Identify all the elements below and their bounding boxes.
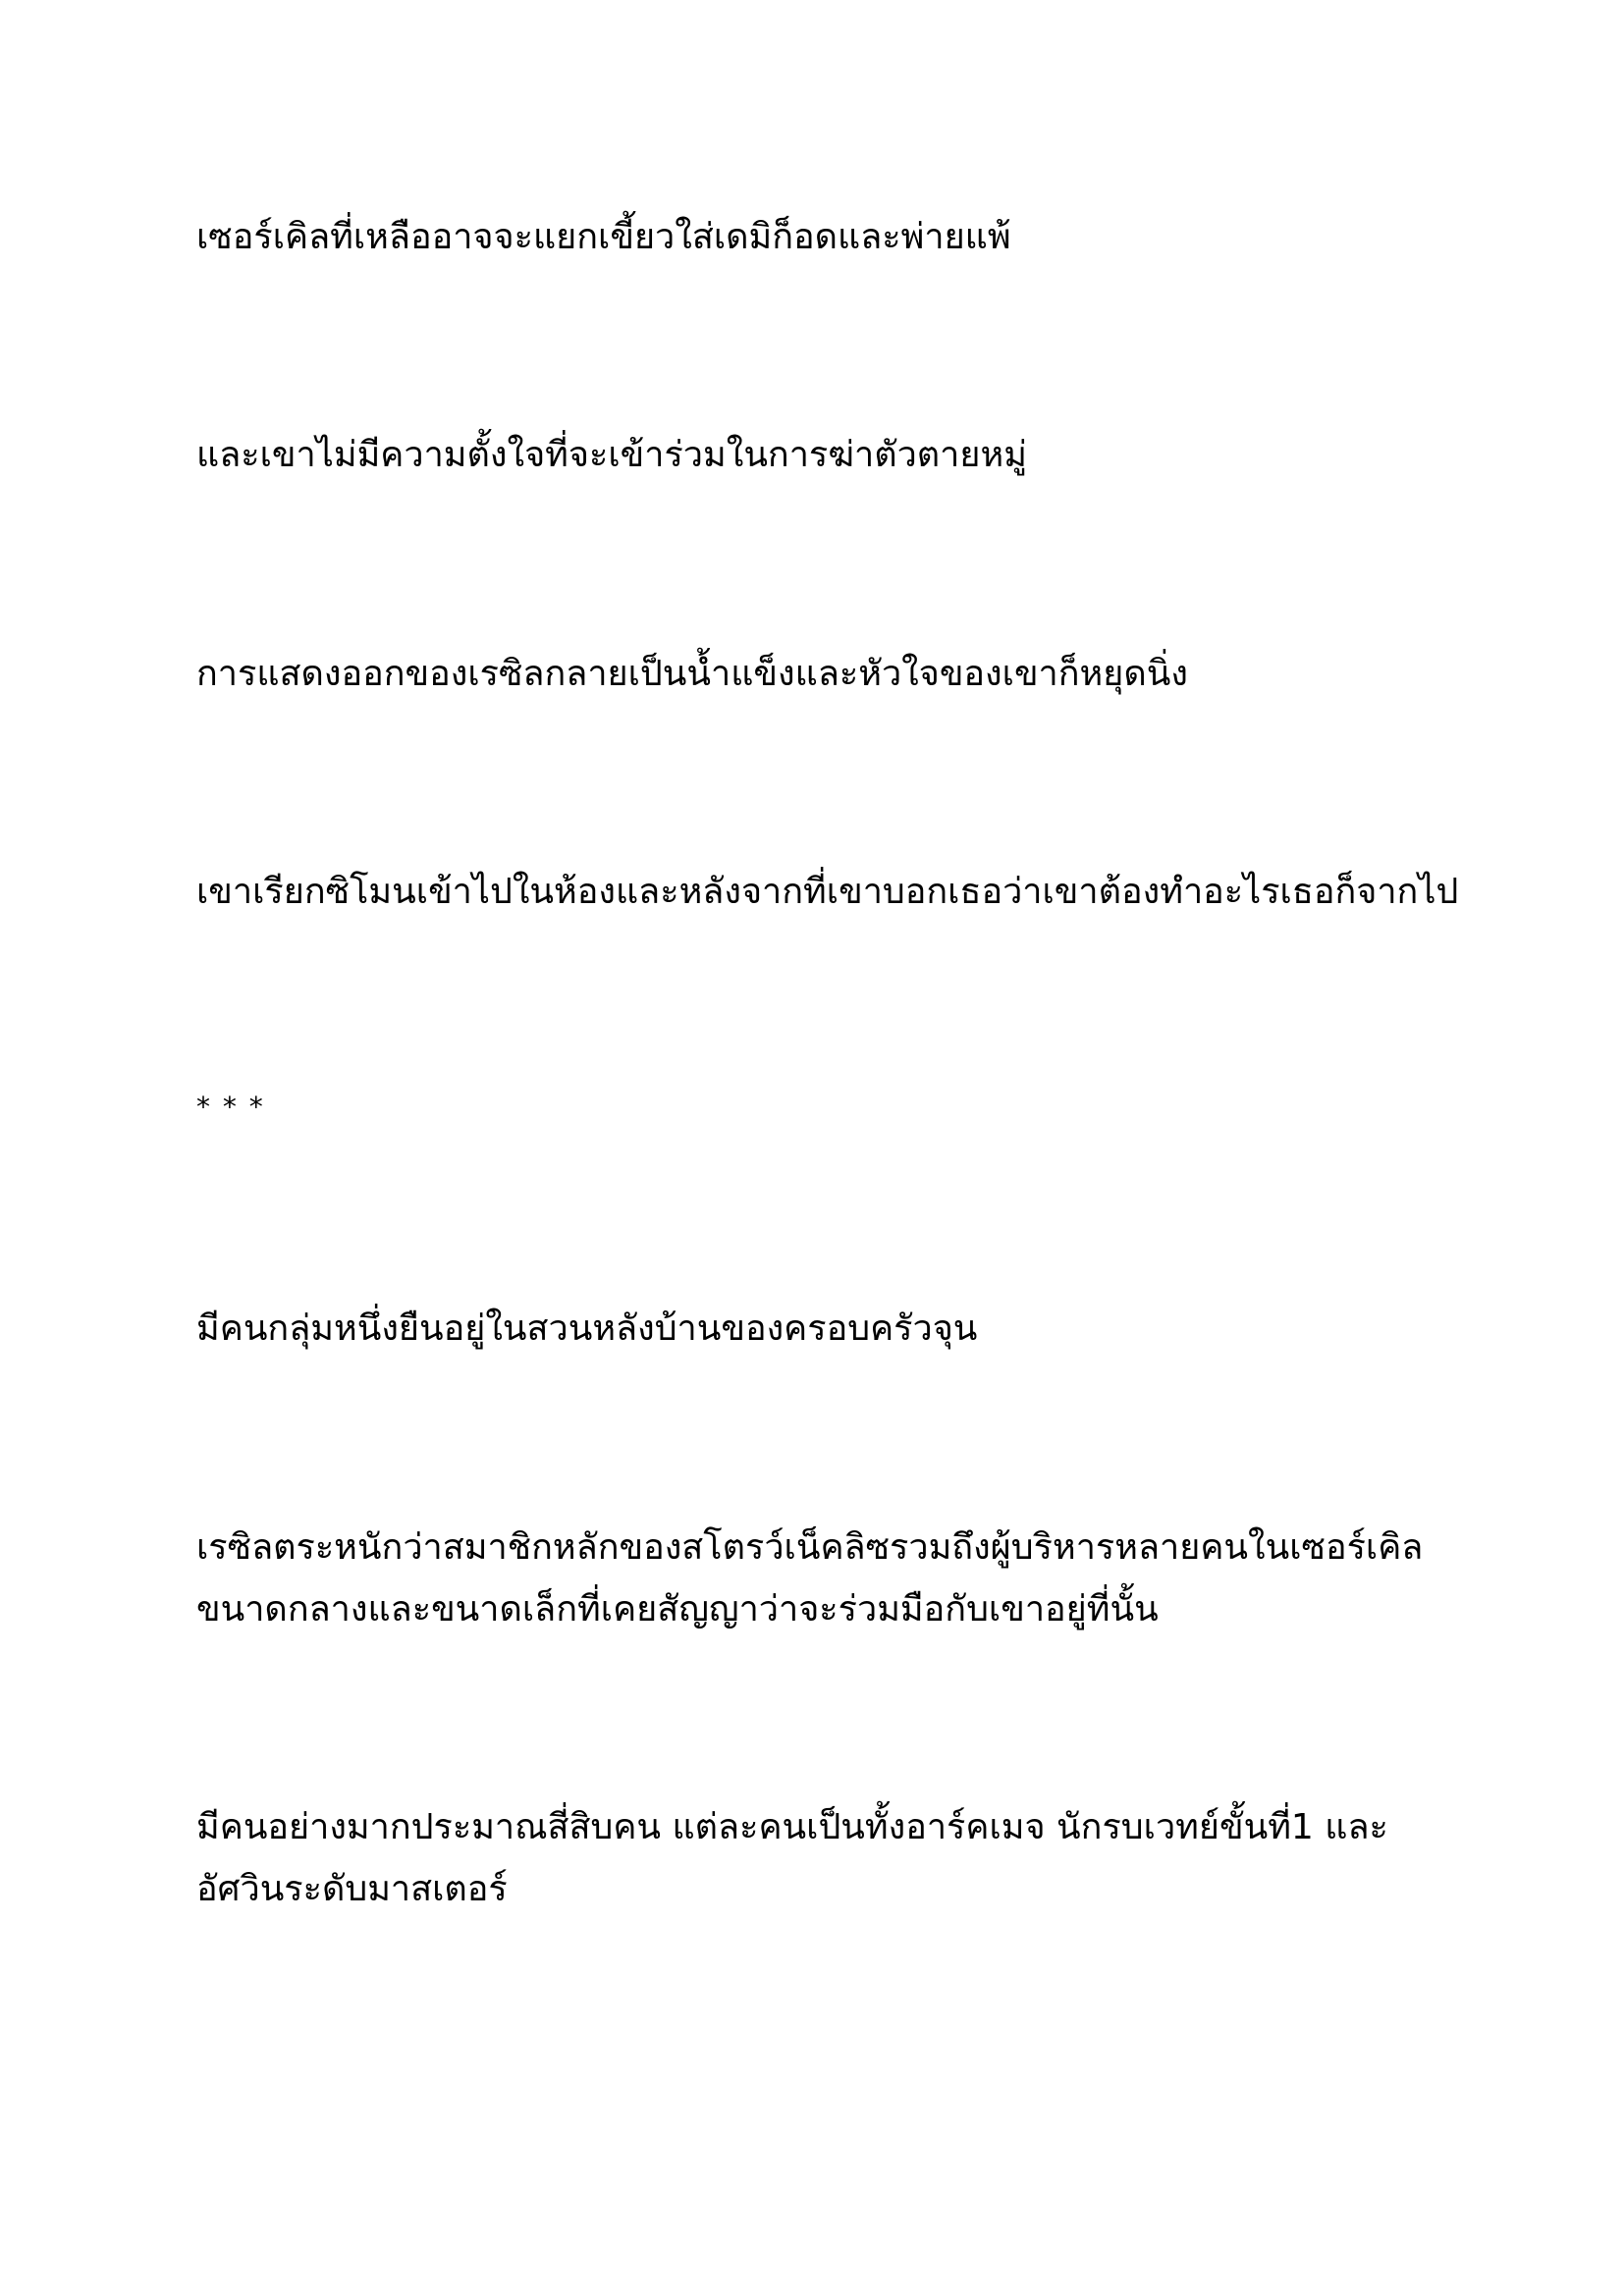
paragraph-1 [196,206,1434,268]
paragraph-2 [196,424,1434,486]
paragraph-line: การแสดงออกของเรซิลกลายเป็นน้ำแข็งและหัวใจของเขาก็หยุดนิ่ง [196,654,1188,694]
paragraph-line: เรซิลตระหนักว่าสมาชิกหลักของสโตรว์เน็คลิซรวมถึงผู้บริหารหลายคนในเซอร์เคิล [196,1527,1424,1568]
paragraph-line: เซอร์เคิลที่เหลืออาจจะแยกเขี้ยวใส่เดมิก็อดและพ่ายแพ้ [196,217,1011,257]
paragraph-6 [196,1517,1434,1640]
paragraph-line: มีคนกลุ่มหนึ่งยืนอยู่ในสวนหลังบ้านของครอบครัวจุน [196,1308,978,1349]
paragraph-5 [196,1298,1434,1360]
paragraph-line: และเขาไม่มีความตั้งใจที่จะเข้าร่วมในการฆ่าตัวตายหมู่ [196,435,1027,475]
paragraph-line: ขนาดกลางและขนาดเล็กที่เคยสัญญาว่าจะร่วมมือกับเขาอยู่ที่นั้น [196,1589,1159,1629]
paragraph-line: อัศวินระดับมาสเตอร์ [196,1869,508,1909]
paragraph-7 [196,1796,1434,1920]
scene-separator: * * * [196,1091,265,1123]
paragraph-line: เขาเรียกซิโมนเข้าไปในห้องและหลังจากที่เขาบอกเธอว่าเขาต้องทำอะไรเธอก็จากไป [196,872,1459,912]
paragraph-line: มีคนอย่างมากประมาณสี่สิบคน แต่ละคนเป็นทั้งอาร์คเมจ นักรบเวทย์ขั้นที่1 และ [196,1807,1388,1847]
paragraph-3 [196,643,1434,705]
paragraph-4 [196,861,1459,923]
